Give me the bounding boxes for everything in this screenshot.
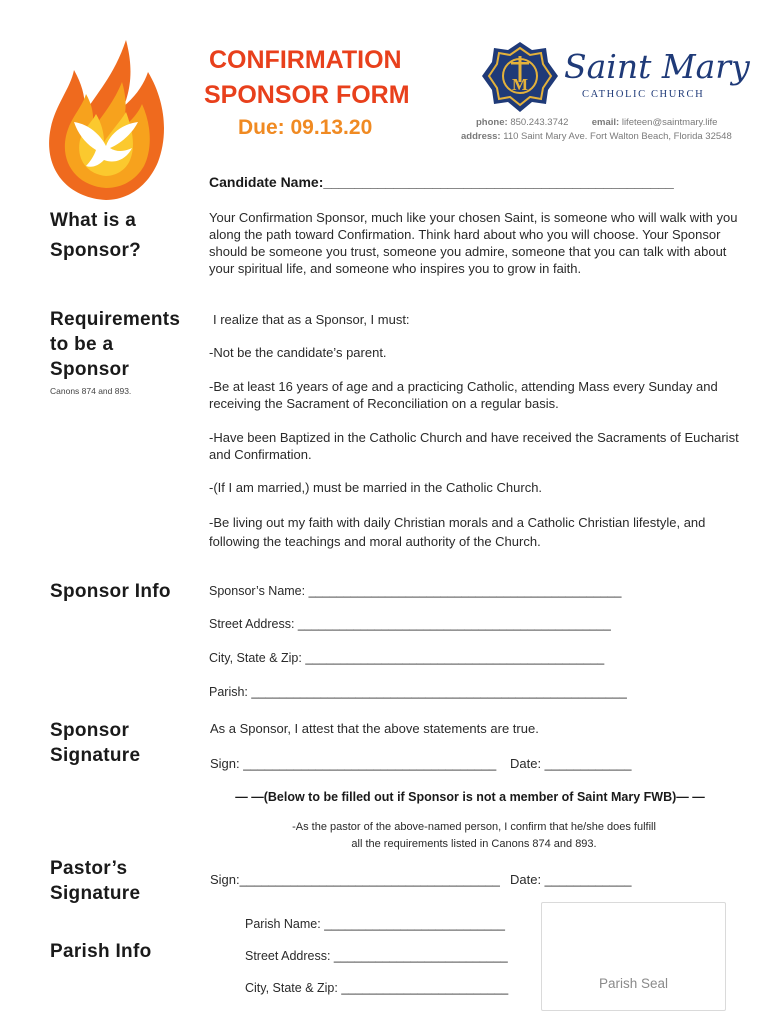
pastor-signature-heading-line2: Signature xyxy=(50,883,141,904)
sponsor-sign-field[interactable]: Sign: ___________________________________ xyxy=(210,756,497,771)
contact-info xyxy=(440,116,760,144)
what-is-heading-line2: Sponsor? xyxy=(50,240,142,261)
form-title-line1: CONFIRMATION xyxy=(209,46,402,74)
parish-name-field[interactable]: Parish Name: __________________________ xyxy=(245,917,505,931)
parish-seal-label: Parish Seal xyxy=(598,976,669,991)
church-name: Saint Mary xyxy=(564,47,750,86)
pastor-confirm-line1: -As the pastor of the above-named person, I confirm that he/she does fulfill xyxy=(292,821,656,833)
address-label: address: xyxy=(461,131,501,142)
pastor-signature-heading-line1: Pastor’s xyxy=(50,858,128,879)
email-label: email: xyxy=(591,117,620,128)
sponsor-name-field[interactable]: Sponsor’s Name: _____________________________________________ xyxy=(209,584,622,598)
sponsor-attest-text: As a Sponsor, I attest that the above statements are true. xyxy=(210,721,539,736)
requirements-heading-line3: Sponsor xyxy=(50,359,130,380)
sponsor-city-field[interactable]: City, State & Zip: ___________________________________________ xyxy=(209,651,605,665)
due-date: Due: 09.13.20 xyxy=(238,116,373,139)
parish-city-field[interactable]: City, State & Zip: ________________________ xyxy=(245,981,509,995)
parish-info-heading: Parish Info xyxy=(50,941,152,962)
candidate-name-field[interactable]: Candidate Name:_____________________________________________ xyxy=(209,174,674,190)
pastor-sign-field[interactable]: Sign:____________________________________ xyxy=(210,872,500,887)
phone-number: 850.243.3742 xyxy=(510,117,569,128)
what-is-sponsor-text: Your Confirmation Sponsor, much like your chosen Saint, is someone who will walk with you along the path toward Confirmation. Think hard about who you will choose. Your Sponsor should be someone you trust, someone you admire, someone that you can talk with about your spiritual life, and someone who inspires you to grow in faith. xyxy=(209,210,738,276)
canons-reference: Canons 874 and 893. xyxy=(50,386,132,396)
parish-seal-box[interactable] xyxy=(541,902,726,1011)
email-address: lifeteen@saintmary.life xyxy=(621,117,718,128)
contact-phone-email-row xyxy=(440,116,760,130)
pastor-confirm-text xyxy=(209,819,739,853)
sponsor-street-field[interactable]: Street Address: _____________________________________________ xyxy=(209,617,611,631)
requirement-item-4: -(If I am married,) must be married in the Catholic Church. xyxy=(209,480,543,495)
saint-mary-church-logo xyxy=(480,40,750,115)
form-title-line2: SPONSOR FORM xyxy=(204,81,410,109)
phone-label: phone: xyxy=(476,117,508,128)
requirements-heading-line1: Requirements xyxy=(50,309,181,330)
requirement-item-2: -Be at least 16 years of age and a practicing Catholic, attending Mass every Sunday and receiving the Sacrament of Reconciliation on a regular basis. xyxy=(209,379,718,411)
sponsor-parish-field[interactable]: Parish: ______________________________________________________ xyxy=(209,685,627,699)
sponsor-info-heading: Sponsor Info xyxy=(50,581,171,602)
requirement-item-3: -Have been Baptized in the Catholic Church and have received the Sacraments of Eucharist and Confirmation. xyxy=(209,430,739,462)
requirements-heading xyxy=(50,307,180,382)
non-member-divider: — —(Below to be filled out if Sponsor is not a member of Saint Mary FWB)— — xyxy=(235,790,705,804)
address-text: 110 Saint Mary Ave. Fort Walton Beach, Florida 32548 xyxy=(503,131,732,142)
sponsor-date-field[interactable]: Date: ____________ xyxy=(510,756,632,771)
requirement-item-5: -Be living out my faith with daily Christian morals and a Catholic Christian lifestyle, and following the teachings and moral authority of the Church. xyxy=(209,515,706,549)
pastor-confirm-line2: all the requirements listed in Canons 874 and 893. xyxy=(351,838,597,850)
church-subtitle: CATHOLIC CHURCH xyxy=(582,89,705,100)
requirements-intro: I realize that as a Sponsor, I must: xyxy=(213,312,410,327)
parish-street-field[interactable]: Street Address: _________________________ xyxy=(245,949,508,963)
contact-address-row xyxy=(440,130,760,144)
what-is-heading-line1: What is a xyxy=(50,210,137,231)
pastor-signature-heading xyxy=(50,856,140,906)
requirement-item-1: -Not be the candidate’s parent. xyxy=(209,345,387,360)
sponsor-signature-heading-line1: Sponsor xyxy=(50,720,130,741)
sponsor-signature-heading-line2: Signature xyxy=(50,745,141,766)
confirmation-flame-logo xyxy=(40,36,170,202)
svg-text:M: M xyxy=(511,75,529,94)
what-is-sponsor-heading xyxy=(50,206,141,266)
pastor-date-field[interactable]: Date: ____________ xyxy=(510,872,632,887)
sponsor-signature-heading xyxy=(50,718,140,768)
requirements-heading-line2: to be a xyxy=(50,334,114,355)
